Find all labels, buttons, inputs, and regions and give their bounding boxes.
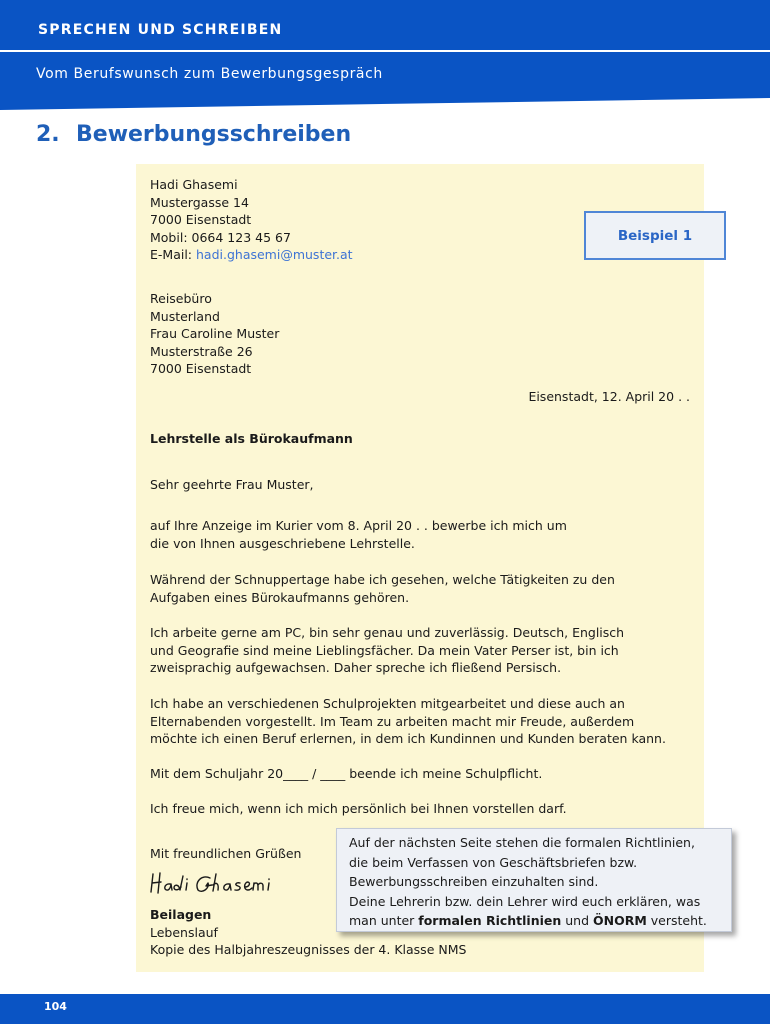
- note-line: [349, 911, 721, 931]
- chapter-subtitle: Vom Berufswunsch zum Bewerbungsgespräch: [36, 66, 383, 82]
- recipient-line: Frau Caroline Muster: [150, 326, 280, 342]
- banner-background: [0, 0, 770, 110]
- email-link[interactable]: hadi.ghasemi@muster.at: [196, 247, 353, 263]
- closing: Mit freundlichen Grüßen: [150, 846, 302, 861]
- paragraph: [150, 800, 567, 818]
- recipient-line: 7000 Eisenstadt: [150, 361, 252, 377]
- sender-name: Hadi Ghasemi: [150, 177, 238, 192]
- paragraph: [150, 517, 567, 552]
- note-emphasis: ÖNORM: [593, 913, 647, 928]
- note-text: man unter: [349, 913, 419, 928]
- paragraph: [150, 624, 624, 677]
- info-note: [336, 828, 732, 932]
- paragraph-line: Elternabenden vorgestellt. Im Team zu arbeiten macht mir Freude, außerdem: [150, 713, 635, 729]
- example-label-box: [584, 211, 726, 260]
- enclosure-item: Lebenslauf: [150, 924, 218, 940]
- handwritten-signature: [150, 870, 280, 896]
- sender-phone: Mobil: 0664 123 45 67: [150, 229, 291, 245]
- note-line: Auf der nächsten Seite stehen die formalen Richtlinien,: [349, 835, 695, 850]
- note-text: und: [561, 913, 594, 928]
- paragraph-line: die von Ihnen ausgeschriebene Lehrstelle.: [150, 535, 415, 551]
- recipient-line: Musterland: [150, 308, 220, 324]
- paragraph: [150, 765, 542, 783]
- paragraph-line: Ich freue mich, wenn ich mich persönlich bei Ihnen vorstellen darf.: [150, 801, 567, 816]
- note-text: versteht.: [646, 913, 707, 928]
- salutation: Sehr geehrte Frau Muster,: [150, 477, 314, 492]
- heading-title: Bewerbungsschreiben: [76, 122, 352, 147]
- enclosure-item: Kopie des Halbjahreszeugnisses der 4. Klasse NMS: [150, 942, 467, 958]
- letter-date: Eisenstadt, 12. April 20 . .: [528, 389, 690, 404]
- sender-city: 7000 Eisenstadt: [150, 212, 252, 228]
- email-label: E-Mail:: [150, 247, 193, 263]
- paragraph-line: Mit dem Schuljahr 20____ / ____ beende ich meine Schulpflicht.: [150, 766, 543, 781]
- note-line: Deine Lehrerin bzw. dein Lehrer wird euch erklären, was: [349, 893, 701, 909]
- recipient-line: Reisebüro: [150, 291, 212, 306]
- page-heading: [36, 122, 351, 147]
- header-banner: [0, 0, 770, 110]
- letter-subject: Lehrstelle als Bürokaufmann: [150, 431, 353, 446]
- heading-number: 2.: [36, 122, 60, 147]
- example-label: Beispiel 1: [617, 227, 693, 244]
- section-title: SPRECHEN UND SCHREIBEN: [38, 22, 283, 38]
- note-line: Bewerbungsschreiben einzuhalten sind.: [349, 874, 599, 889]
- sender-address: [150, 176, 353, 264]
- paragraph-line: auf Ihre Anzeige im Kurier vom 8. April 20 . . bewerbe ich mich um: [150, 518, 567, 533]
- paragraph-line: Ich arbeite gerne am PC, bin sehr genau und zuverlässig. Deutsch, Englisch: [150, 625, 625, 640]
- paragraph-line: zweisprachig aufgewachsen. Daher spreche ich fließend Persisch.: [150, 660, 562, 676]
- paragraph: [150, 695, 666, 748]
- paragraph: [150, 571, 615, 606]
- paragraph-line: möchte ich einen Beruf erlernen, in dem ich Kundinnen und Kunden beraten kann.: [150, 731, 666, 747]
- sender-email-line: [150, 246, 353, 264]
- paragraph-line: Aufgaben eines Bürokaufmanns gehören.: [150, 589, 410, 605]
- enclosures-title: Beilagen: [150, 907, 212, 922]
- note-line: die beim Verfassen von Geschäftsbriefen bzw.: [349, 854, 638, 870]
- paragraph-line: Während der Schnuppertage habe ich gesehen, welche Tätigkeiten zu den: [150, 572, 615, 587]
- footer-bar: [0, 994, 770, 1024]
- paragraph-line: und Geografie sind meine Lieblingsfächer. Da mein Vater Perser ist, bin ich: [150, 642, 619, 658]
- paragraph-line: Ich habe an verschiedenen Schulprojekten mitgearbeitet und diese auch an: [150, 696, 625, 711]
- sender-street: Mustergasse 14: [150, 194, 249, 210]
- note-emphasis: formalen Richtlinien: [418, 913, 562, 928]
- page-number: 104: [44, 1000, 67, 1013]
- recipient-line: Musterstraße 26: [150, 343, 253, 359]
- recipient-address: [150, 290, 279, 378]
